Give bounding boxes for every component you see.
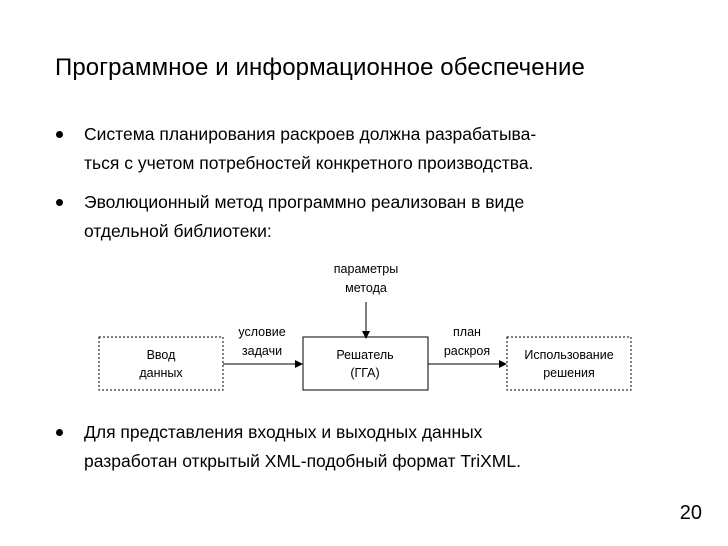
bullet-dot [56, 429, 63, 436]
input-box-line2: данных [139, 366, 183, 380]
bullet-text-line: отдельной библиотеки: [84, 221, 272, 241]
bullet-item-3 [56, 418, 696, 476]
params-label-line2: метода [345, 281, 387, 295]
input-arrow-label-line2: задачи [241, 344, 283, 358]
bullet-text-line: Эволюционный метод программно реализован в виде [84, 192, 525, 212]
bullet-text-line: ться с учетом потребностей конкретного производства. [84, 153, 534, 173]
solver-box [303, 337, 428, 390]
slide-title: Программное и информационное обеспечение [55, 54, 585, 81]
bullet-text-line: разработан открытый XML-подобный формат TriXML. [84, 451, 521, 471]
output-arrow-label-line2: раскроя [443, 344, 491, 358]
bullet-text-line: Для представления входных и выходных данных [84, 422, 483, 442]
params-label-line1: параметры [333, 262, 399, 276]
solver-box-line1: Решатель [336, 348, 394, 362]
output-arrow-label-line1: план [453, 325, 481, 339]
page-number: 20 [679, 502, 702, 524]
output-box [507, 337, 631, 390]
bullet-text-line: Система планирования раскроев должна разрабатыва- [84, 124, 537, 144]
output-box-line1: Использование [524, 348, 614, 362]
output-box-line2: решения [543, 366, 595, 380]
input-box-line1: Ввод [146, 348, 176, 362]
solver-box-line2: (ГГА) [350, 366, 380, 380]
input-arrow-label-line1: условие [238, 325, 286, 339]
input-box [99, 337, 223, 390]
